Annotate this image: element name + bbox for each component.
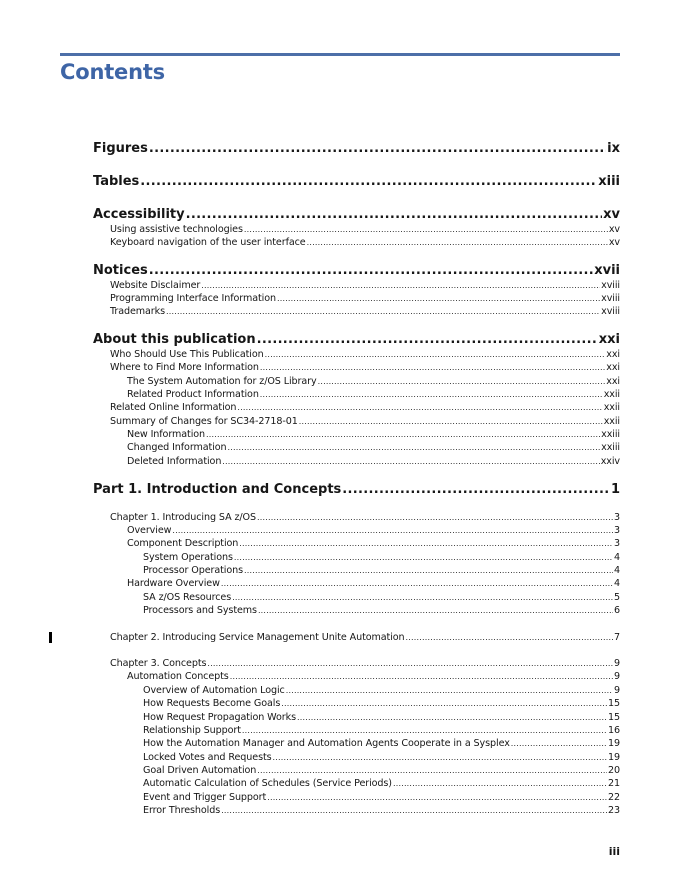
- toc-entry-page: 23: [607, 805, 620, 816]
- toc-entry-page: xxi: [606, 376, 620, 387]
- toc-entry-title: SA z/OS Resources: [143, 592, 232, 603]
- toc-leader-dots: [207, 657, 613, 670]
- page-title: Contents: [60, 60, 165, 84]
- toc-entry-title: Chapter 2. Introducing Service Management Unite Automation: [110, 632, 405, 643]
- toc-entry-page: xxii: [603, 389, 620, 400]
- toc-entry-title: Component Description: [127, 538, 239, 549]
- toc-entry[interactable]: [93, 140, 620, 158]
- toc-entry[interactable]: [110, 631, 620, 644]
- toc-leader-dots: [237, 401, 602, 414]
- toc-entry-page: 20: [607, 765, 620, 776]
- toc-leader-dots: [149, 140, 606, 158]
- toc-entry[interactable]: [110, 305, 620, 318]
- toc-leader-dots: [258, 604, 613, 617]
- toc-entry[interactable]: [93, 331, 620, 349]
- toc-leader-dots: [228, 441, 601, 454]
- toc-entry-title: About this publication: [93, 332, 256, 347]
- toc-leader-dots: [239, 537, 613, 550]
- toc-entry-page: ix: [607, 141, 620, 156]
- toc-entry[interactable]: [127, 537, 620, 550]
- toc-entry[interactable]: [127, 441, 620, 454]
- toc-leader-dots: [140, 173, 597, 191]
- toc-entry[interactable]: [127, 670, 620, 683]
- toc-entry-title: Processors and Systems: [143, 605, 257, 616]
- toc-entry[interactable]: [127, 388, 620, 401]
- toc-entry[interactable]: [143, 684, 620, 697]
- toc-entry-title: Programming Interface Information: [110, 293, 276, 304]
- toc-leader-dots: [273, 751, 607, 764]
- toc-entry-title: Automatic Calculation of Schedules (Service Periods): [143, 778, 392, 789]
- toc-leader-dots: [172, 524, 613, 537]
- toc-entry-title: Chapter 1. Introducing SA z/OS: [110, 512, 257, 523]
- toc-leader-dots: [242, 724, 607, 737]
- toc-entry-title: The System Automation for z/OS Library: [127, 376, 317, 387]
- toc-entry-title: Deleted Information: [127, 456, 222, 467]
- toc-entry[interactable]: [143, 764, 620, 777]
- toc-entry-title: Locked Votes and Requests: [143, 752, 272, 763]
- toc-leader-dots: [244, 223, 608, 236]
- toc-leader-dots: [222, 455, 599, 468]
- toc-leader-dots: [230, 670, 613, 683]
- toc-entry-title: How the Automation Manager and Automation Agents Cooperate in a Sysplex: [143, 738, 510, 749]
- toc-entry-page: 5: [613, 592, 620, 603]
- toc-entry-title: New Information: [127, 429, 206, 440]
- toc-leader-dots: [406, 631, 613, 644]
- toc-entry-title: Overview of Automation Logic: [143, 685, 285, 696]
- toc-leader-dots: [221, 804, 607, 817]
- toc-entry-page: 15: [607, 712, 620, 723]
- toc-entry-page: 4: [613, 565, 620, 576]
- toc-leader-dots: [265, 348, 606, 361]
- toc-entry-page: 6: [613, 605, 620, 616]
- toc-entry-title: Accessibility: [93, 207, 185, 222]
- toc-entry-title: Figures: [93, 141, 148, 156]
- toc-entry[interactable]: [127, 428, 620, 441]
- revision-change-bar: [49, 632, 52, 643]
- toc-entry-page: 4: [613, 552, 620, 563]
- toc-entry-title: Notices: [93, 263, 148, 278]
- toc-leader-dots: [257, 331, 598, 349]
- toc-entry-title: Error Thresholds: [143, 805, 221, 816]
- toc-entry-title: Where to Find More Information: [110, 362, 259, 373]
- toc-entry-page: 9: [613, 658, 620, 669]
- toc-entry[interactable]: [143, 791, 620, 804]
- toc-entry[interactable]: [127, 375, 620, 388]
- toc-leader-dots: [318, 375, 606, 388]
- toc-entry-page: 7: [613, 632, 620, 643]
- toc-entry-page: 9: [613, 671, 620, 682]
- toc-entry[interactable]: [110, 415, 620, 428]
- toc-entry-page: 9: [613, 685, 620, 696]
- toc-entry-page: 19: [607, 738, 620, 749]
- toc-entry-title: Using assistive technologies: [110, 224, 243, 235]
- toc-entry-title: Overview: [127, 525, 172, 536]
- toc-leader-dots: [186, 206, 603, 224]
- toc-entry[interactable]: [143, 711, 620, 724]
- toc-entry-page: xv: [608, 224, 620, 235]
- toc-entry[interactable]: [143, 564, 620, 577]
- toc-entry[interactable]: [143, 604, 620, 617]
- toc-leader-dots: [342, 481, 610, 499]
- toc-entry[interactable]: [110, 657, 620, 670]
- toc-entry-page: xviii: [601, 293, 620, 304]
- toc-leader-dots: [257, 764, 607, 777]
- toc-entry[interactable]: [143, 591, 620, 604]
- toc-entry[interactable]: [110, 348, 620, 361]
- toc-entry-page: xv: [608, 237, 620, 248]
- toc-entry[interactable]: [110, 236, 620, 249]
- toc-entry-title: How Request Propagation Works: [143, 712, 296, 723]
- toc-entry-title: Hardware Overview: [127, 578, 220, 589]
- toc-entry-title: How Requests Become Goals: [143, 698, 281, 709]
- toc-entry-title: Automation Concepts: [127, 671, 229, 682]
- toc-entry[interactable]: [143, 737, 620, 750]
- toc-entry-page: xvii: [594, 263, 620, 278]
- toc-leader-dots: [281, 697, 607, 710]
- toc-leader-dots: [232, 591, 613, 604]
- toc-entry[interactable]: [143, 751, 620, 764]
- toc-leader-dots: [257, 511, 613, 524]
- toc-entry[interactable]: [110, 511, 620, 524]
- toc-leader-dots: [206, 428, 600, 441]
- toc-entry-page: xxi: [606, 362, 620, 373]
- toc-entry-page: 22: [607, 792, 620, 803]
- toc-entry-title: Relationship Support: [143, 725, 241, 736]
- toc-entry-title: Related Product Information: [127, 389, 259, 400]
- toc-entry[interactable]: [143, 551, 620, 564]
- toc-entry[interactable]: [110, 292, 620, 305]
- toc-leader-dots: [244, 564, 613, 577]
- toc-entry-title: Changed Information: [127, 442, 227, 453]
- toc-entry-page: 16: [607, 725, 620, 736]
- toc-leader-dots: [166, 305, 600, 318]
- toc-leader-dots: [511, 737, 607, 750]
- toc-entry-page: 15: [607, 698, 620, 709]
- toc-entry-page: xv: [603, 207, 620, 222]
- toc-entry[interactable]: [93, 481, 620, 499]
- toc-entry-page: xviii: [601, 280, 620, 291]
- toc-entry-title: Who Should Use This Publication: [110, 349, 264, 360]
- toc-entry[interactable]: [110, 279, 620, 292]
- toc-entry-page: xiii: [598, 174, 620, 189]
- toc-entry[interactable]: [110, 401, 620, 414]
- toc-entry-page: 4: [613, 578, 620, 589]
- toc-entry-page: 21: [607, 778, 620, 789]
- toc-entry-title: Trademarks: [110, 306, 165, 317]
- toc-leader-dots: [221, 577, 613, 590]
- toc-entry-page: xxiv: [600, 456, 620, 467]
- toc-entry-page: xxii: [603, 402, 620, 413]
- toc-entry[interactable]: [127, 577, 620, 590]
- toc-entry-page: xxii: [603, 416, 620, 427]
- toc-entry[interactable]: [127, 455, 620, 468]
- toc-leader-dots: [260, 361, 605, 374]
- toc-entry[interactable]: [143, 724, 620, 737]
- toc-leader-dots: [234, 551, 613, 564]
- toc-leader-dots: [260, 388, 603, 401]
- toc-entry[interactable]: [93, 206, 620, 224]
- toc-entry-page: xviii: [601, 306, 620, 317]
- toc-entry-title: Processor Operations: [143, 565, 243, 576]
- toc-entry-page: xxiii: [601, 442, 620, 453]
- toc-entry-page: xxi: [606, 349, 620, 360]
- toc-entry-title: Keyboard navigation of the user interface: [110, 237, 306, 248]
- toc-leader-dots: [297, 711, 607, 724]
- toc-entry[interactable]: [143, 697, 620, 710]
- toc-entry-title: Tables: [93, 174, 140, 189]
- toc-leader-dots: [277, 292, 600, 305]
- toc-leader-dots: [149, 262, 593, 280]
- toc-leader-dots: [267, 791, 607, 804]
- toc-entry-title: Website Disclaimer: [110, 280, 201, 291]
- toc-entry[interactable]: [127, 524, 620, 537]
- toc-entry-page: 3: [613, 512, 620, 523]
- toc-entry-page: xxi: [598, 332, 620, 347]
- toc-entry[interactable]: [143, 777, 620, 790]
- page-number: iii: [608, 845, 620, 858]
- toc-entry-title: Related Online Information: [110, 402, 237, 413]
- toc-entry-page: 1: [610, 482, 620, 497]
- toc-entry[interactable]: [93, 173, 620, 191]
- toc-entry-page: 3: [613, 525, 620, 536]
- toc-leader-dots: [201, 279, 600, 292]
- toc-entry-page: 3: [613, 538, 620, 549]
- toc-leader-dots: [307, 236, 608, 249]
- toc-entry-title: Summary of Changes for SC34-2718-01: [110, 416, 298, 427]
- toc-leader-dots: [286, 684, 613, 697]
- toc-entry-title: System Operations: [143, 552, 233, 563]
- toc-leader-dots: [393, 777, 607, 790]
- toc-entry-title: Chapter 3. Concepts: [110, 658, 207, 669]
- toc-entry[interactable]: [110, 361, 620, 374]
- toc-entry[interactable]: [143, 804, 620, 817]
- toc-entry-page: xxiii: [601, 429, 620, 440]
- toc-entry[interactable]: [110, 223, 620, 236]
- toc-entry[interactable]: [93, 262, 620, 280]
- toc-entry-page: 19: [607, 752, 620, 763]
- toc-entry-title: Part 1. Introduction and Concepts: [93, 482, 342, 497]
- toc-leader-dots: [299, 415, 603, 428]
- toc-entry-title: Event and Trigger Support: [143, 792, 267, 803]
- toc-entry-title: Goal Driven Automation: [143, 765, 257, 776]
